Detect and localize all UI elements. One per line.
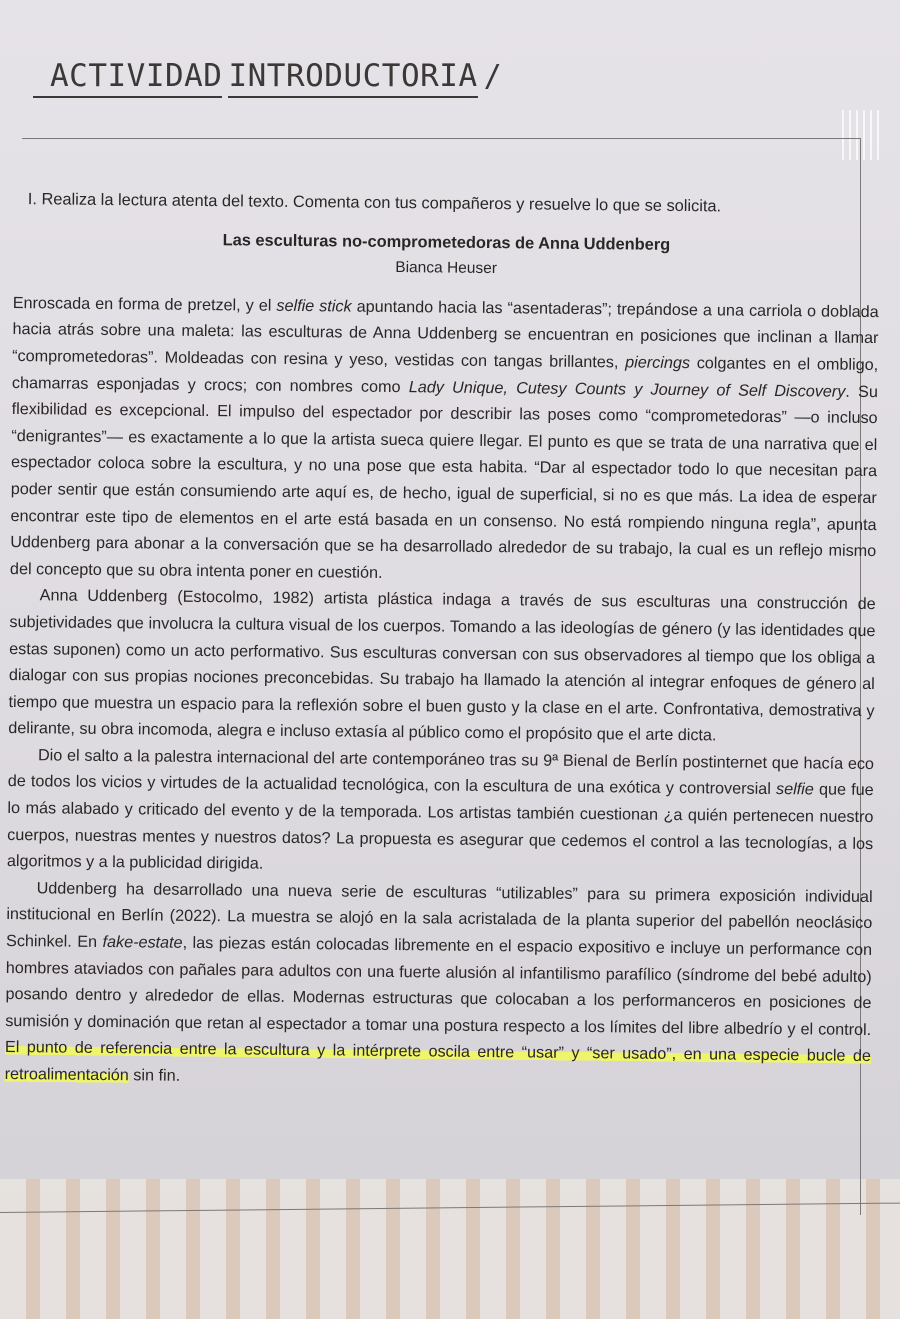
p1-text-e: colgantes en el ombligo, chamarras esponjadas y crocs; con nombres como [11, 354, 879, 396]
p3-text-a: Dio el salto a la palestra internacional del arte contemporáneo tras su 9ª Bienal de Berlín postinternet que hacía eco de todos los vicios y virtudes de la actualidad tecnológica, con la escultura de una exótica y controversial [7, 746, 875, 799]
reading-text [5, 186, 880, 1097]
activity-header [50, 58, 502, 106]
p4-text-a: Uddenberg ha desarrollado una nueva serie de esculturas “utilizables” para su primera exposición individual institucional en Berlín (2022). La muestra se alojó en la sala acristalada de la planta superior del pabellón neoclásico Schinkel. En [5, 879, 873, 951]
paragraph-3 [7, 742, 874, 884]
p1-text-c: apuntando hacia las “asentaderas”; trepándose a una carriola o doblada hacia atrás sobre una maleta: las esculturas de Anna Uddenberg se encuentran en posiciones que inclinan a llamar “comprometedoras”. Moldeadas con resina y yeso, vestidas con tangas brillantes, [12, 297, 879, 372]
p1-italic-piercings: piercings [625, 353, 691, 373]
p4-italic-fake-estate: fake-estate [102, 933, 183, 952]
header-word-actividad: ACTIVIDAD [50, 58, 222, 98]
header-word-introductoria: INTRODUCTORIA [228, 58, 477, 98]
p1-italic-titles: Lady Unique, Cutesy Counts y Journey of Self Discovery [408, 377, 846, 401]
article-title: Las esculturas no-comprometedoras de Anna Uddenberg [222, 230, 671, 254]
p4-highlighted-text: El punto de referencia entre la escultura y la intérprete oscila entre “usar” y “ser usado”, en una especie bucle de retroalimentación [4, 1038, 872, 1085]
paragraph-1 [10, 290, 879, 592]
paragraph-2: Anna Uddenberg (Estocolmo, 1982) artista plástica indaga a través de sus esculturas una construcción de subjetividades que involucra la cultura visual de los cuerpos. Tomando a las ideologías de género (y las identidades que estas suponen) como un acto performativo. Sus esculturas conversan con sus observadores al tiempo que los obliga a dialogar con sus propias nociones preconcebidas. Su trabajo ha llamado la atención al integrar enfoques de género al tiempo que muestra un espacio para la reflexión sobre el buen gusto y la clase en el arte. Confrontativa, demostrativa y delirante, su obra incomoda, alegra e incluso extasía al público como el propósito que el arte dicta. [8, 586, 876, 745]
p3-text-c: que fue lo más alabado y criticado del evento y de la temporada. Los artistas también cuestionan ¿a quién pertenecen nuestro cuerpos, nuestras mentes y nuestros datos? La propuesta es asegurar que cedemos el control a las tecnologías, a los algoritmos y a la publicidad dirigida. [6, 780, 874, 873]
p1-italic-selfie-stick: selfie stick [276, 296, 352, 316]
paragraph-4 [5, 875, 873, 1097]
article-author: Bianca Heuser [395, 259, 498, 278]
p4-text-e: sin fin. [128, 1066, 181, 1085]
p4-text-c: , las piezas están colocadas libremente en el espacio expositivo e incluye un performance con hombres ataviados con pañales para adultos con una fuerte alusión al infantilismo parafílico (síndrome del bebé adulto) posando dentro y alrededor de ellas. Modernas estructuras que colocaban a los performanceros en posiciones de sumisión y dominación que retan al espectador a tomar una postura respecto a los límites del libre albedrío y el control. [5, 933, 873, 1039]
instruction-text: I. Realiza la lectura atenta del texto. Comenta con tus compañeros y resuelve lo que se solicita. [27, 190, 722, 216]
p1-text-a: Enroscada en forma de pretzel, y el [12, 293, 277, 315]
p1-text-g: . Su flexibilidad es excepcional. El impulso del espectador por describir las poses como “comprometedoras” —o incluso “denigrantes”— es exactamente a lo que la artista sueca quiere llegar. El punto es que se trata de una narrativa que el espectador coloca sobre la escultura, y no una pose que esta habita. “Dar al espectador todo lo que necesitan para poder sentir que están consumiendo arte aquí es, de hecho, igual de superficial, si no es que más. La idea de esperar encontrar este tipo de elementos en el arte está basada en un consenso. No está rompiendo ninguna regla”, apunta Uddenberg para abonar a la conversación que se ha desarrollado alrededor de su trabajo, la cual es un reflejo mismo del concepto que su obra intenta poner en cuestión. [9, 382, 878, 582]
p3-italic-selfie: selfie [775, 780, 814, 799]
header-slash: / [483, 59, 503, 94]
